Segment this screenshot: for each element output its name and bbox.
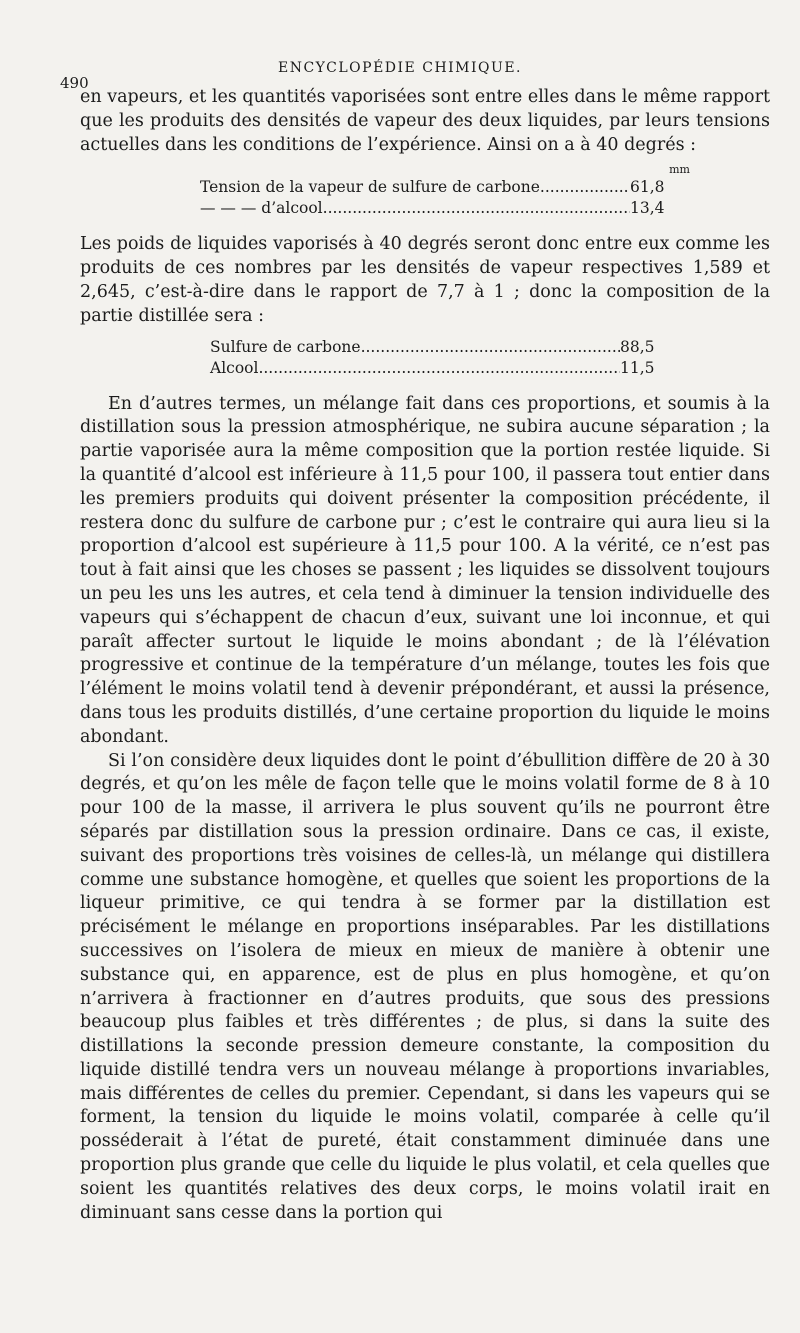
table-row	[210, 358, 670, 379]
paragraph-4: Si l’on considère deux liquides dont le point d’ébullition diffère de 20 à 30 degrés, et qu’on les mêle de façon telle que le moins volatil forme de 8 à 10 pour 100 de la masse, il arrivera le plus souvent qu’ils ne pourront être séparés par distillation sous la pression ordinaire. Dans ce cas, il existe, suivant des proportions très voisines de celles-là, un mélange qui distillera comme une substance homogène, et quelles que soient les proportions de la liqueur primitive, ce qui tendra à se former par la distillation est précisément le mélange en proportions inséparables. Par les distillations successives on l’isolera de mieux en mieux de manière à obtenir une substance qui, en apparence, est de plus en plus homogène, et qu’on n’arrivera à fractionner en d’autres produits, que sous des pressions beaucoup plus faibles et très différentes ; de plus, si dans la suite des distillations la seconde pression demeure constante, la composition du liquide distillé tendra vers un nouveau mélange à proportions invariables, mais différentes de celles du premier. Cependant, si dans les vapeurs qui se forment, la tension du liquide le moins volatil, comparée à celle qu’il posséderait à l’état de pureté, était constamment diminuée dans une proportion plus grande que celle du liquide le plus volatil, et cela quelles que soient les quantités relatives des deux corps, le moins volatil irait en diminuant sans cesse dans la portion qui	[80, 750, 770, 1223]
paragraph-2: Les poids de liquides vaporisés à 40 degrés seront donc entre eux comme les produits de ces nombres par les densités de vapeur respectives 1,589 et 2,645, c’est-à-dire dans le rapport de 7,7 à 1 ; donc la composition de la partie distillée sera :	[80, 234, 770, 326]
running-title: ENCYCLOPÉDIE CHIMIQUE.	[278, 60, 522, 76]
row-value: 13,4	[630, 199, 665, 218]
page-body	[80, 86, 770, 1225]
row-value: 61,8	[630, 178, 665, 197]
row-label: Tension de la vapeur de sulfure de carbone	[200, 178, 540, 197]
leader-dots	[361, 337, 620, 358]
leader-dots	[258, 358, 620, 379]
row-value: 11,5	[620, 358, 655, 377]
leader-dots	[540, 177, 630, 198]
page-number: 490	[60, 74, 89, 92]
leader-dots	[323, 198, 630, 219]
row-label: Sulfure de carbone	[210, 337, 361, 356]
unit-label: mm	[669, 163, 690, 177]
row-label: — — — d’alcool	[200, 199, 323, 218]
paragraph-3: En d’autres termes, un mélange fait dans ces proportions, et soumis à la distillation sous la pression atmosphérique, ne subira aucune séparation ; la partie vaporisée aura la même composition que la portion restée liquide. Si la quantité d’alcool est inférieure à 11,5 pour 100, il passera tout entier dans les premiers produits qui doivent présenter la composition précédente, il restera donc du sulfure de carbone pur ; c’est le contraire qui aura lieu si la proportion d’alcool est supérieure à 11,5 pour 100. A la vérité, ce n’est pas tout à fait ainsi que les choses se passent ; les liquides se dissolvent toujours un peu les uns les autres, et cela tend à diminuer la tension individuelle des vapeurs qui s’échappent de chacun d’eux, suivant une loi inconnue, et qui paraît affecter surtout le liquide le moins abondant ; de là l’élévation progressive et continue de la température d’un mélange, toutes les fois que l’élément le moins volatil tend à devenir prépondérant, et aussi la présence, dans tous les produits distillés, d’une certaine proportion du liquide le moins abondant.	[80, 393, 770, 747]
row-value: 88,5	[620, 337, 655, 356]
table-row	[200, 198, 680, 219]
table-row	[200, 177, 680, 198]
table-row	[210, 337, 670, 358]
row-label: Alcool	[210, 358, 259, 377]
paragraph-1: en vapeurs, et les quantités vaporisées sont entre elles dans le même rapport que les produits des densités de vapeur des deux liquides, par leurs tensions actuelles dans les conditions de l’expérience. Ainsi on a à 40 degrés :	[80, 87, 770, 155]
